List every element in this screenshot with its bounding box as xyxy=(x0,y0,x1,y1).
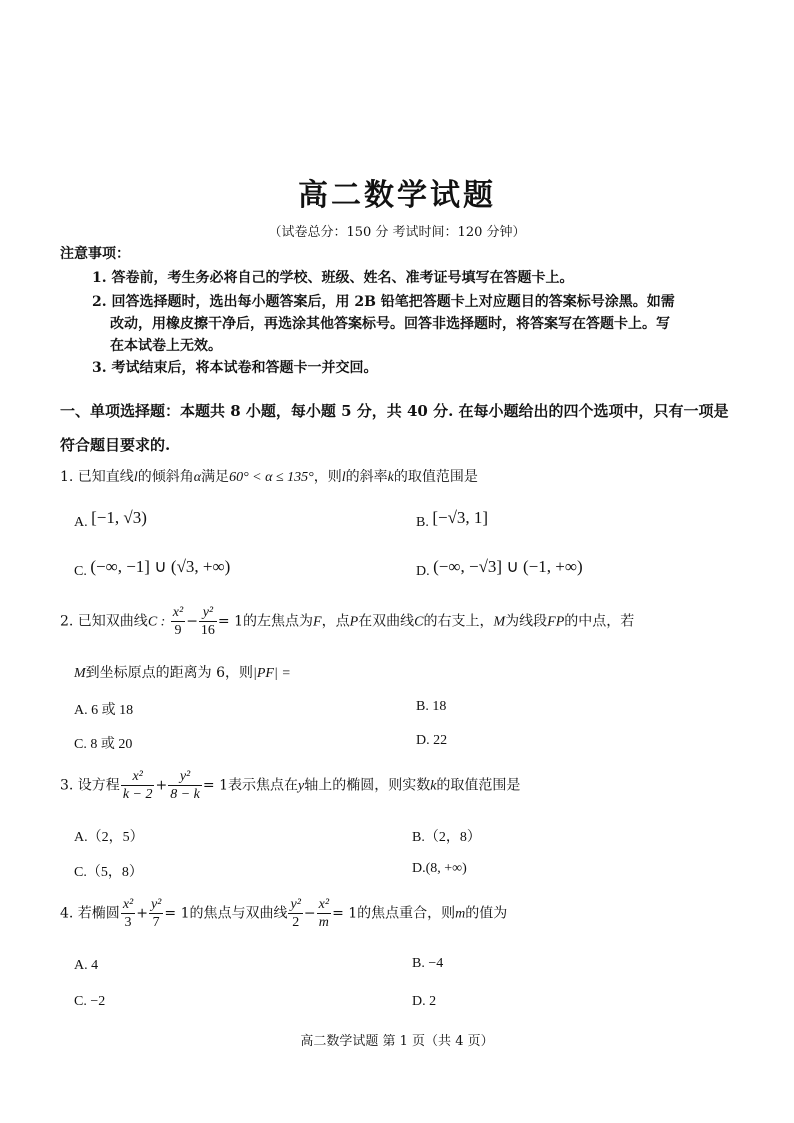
question-4-stem: 4. 若椭圆 $\frac{\text{x²}}{3}$ + $\frac{\text{y²}}{7}$ = 1的焦点与双曲线 $\frac{\text{y²}}{2}$ − $\frac{\text{x²}}{m}$ = 1的焦点重合，则m的值为 xyxy=(60,897,508,930)
q4-option-c: C. −2 xyxy=(74,994,106,1009)
question-2-stem-line2: M到坐标原点的距离为 6，则|PF| = xyxy=(74,665,291,681)
q1-option-a: A. [−1, √3) xyxy=(74,508,147,530)
note-item: 3. 考试结束后，将本试卷和答题卡一并交回。 xyxy=(92,360,378,376)
note-item: 在本试卷上无效。 xyxy=(110,338,222,354)
q4-option-a: A. 4 xyxy=(74,958,99,973)
page-title: 高二数学试题 xyxy=(298,178,496,213)
q4-option-d: D. 2 xyxy=(412,994,437,1009)
note-item: 改动，用橡皮擦干净后，再选涂其他答案标号。回答非选择题时，将答案写在答题卡上。写 xyxy=(110,316,670,332)
q1-option-d: D. (−∞, −√3] ∪ (−1, +∞) xyxy=(416,557,583,579)
page-footer: 高二数学试题 第 1 页（共 4 页） xyxy=(300,1034,494,1049)
note-item: 1. 答卷前，考生务必将自己的学校、班级、姓名、准考证号填写在答题卡上。 xyxy=(92,270,574,286)
question-1-stem: 1. 已知直线l的倾斜角α满足60° < α ≤ 135°，则l的斜率k的取值范围是 xyxy=(60,469,478,485)
question-3-stem: 3. 设方程 $\frac{\text{x²}}{k - 2}$ + $\frac{\text{y²}}{8 - k}$ = 1表示焦点在y轴上的椭圆，则实数k的取值范围是 xyxy=(60,769,521,802)
q2-option-a: A. 6 或 18 xyxy=(74,703,134,718)
q4-option-b: B. −4 xyxy=(412,956,444,971)
q3-option-a: A.（2，5） xyxy=(74,830,144,845)
exam-info: （试卷总分：150 分 考试时间：120 分钟） xyxy=(268,225,526,240)
q3-option-b: B.（2，8） xyxy=(412,830,481,845)
q2-option-c: C. 8 或 20 xyxy=(74,737,133,752)
section-heading: 一、单项选择题：本题共 8 小题，每小题 5 分，共 40 分. 在每小题给出的四个选项中，只有一项是 xyxy=(60,402,729,420)
section-heading: 符合题目要求的. xyxy=(60,436,171,454)
note-item: 2. 回答选择题时，选出每小题答案后，用 2B 铅笔把答题卡上对应题目的答案标号涂黑。如需 xyxy=(92,294,675,310)
q2-option-b: B. 18 xyxy=(416,699,447,714)
q1-option-c: C. (−∞, −1] ∪ (√3, +∞) xyxy=(74,557,231,579)
q3-option-d: D.(8, +∞) xyxy=(412,861,467,876)
question-2-stem: 2. 已知双曲线C : $\frac{\text{x²}}{9}$ − $\frac{\text{y²}}{16}$ = 1的左焦点为F，点P在双曲线C的右支上，M为线段FP的中点，若 xyxy=(60,605,635,638)
q3-option-c: C.（5，8） xyxy=(74,865,143,880)
notes-heading: 注意事项： xyxy=(60,246,130,262)
q2-option-d: D. 22 xyxy=(416,733,448,748)
q1-option-b: B. [−√3, 1] xyxy=(416,508,489,530)
